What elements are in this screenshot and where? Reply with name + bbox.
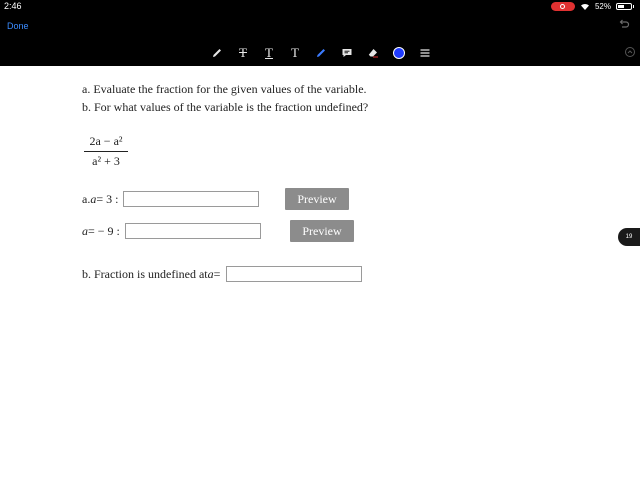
comment-icon[interactable] — [334, 44, 360, 62]
page-number-badge[interactable]: 19 — [618, 228, 640, 246]
fraction-numerator: 2a − a² — [89, 134, 123, 148]
undo-icon[interactable] — [618, 18, 630, 30]
answer-row-b-label: = — [213, 266, 221, 281]
fraction-bar — [84, 151, 128, 152]
screen-recording-icon — [551, 2, 575, 11]
preview-button-a2[interactable]: Preview — [290, 220, 354, 242]
answer-row-a1 — [82, 191, 259, 207]
answer-row-b — [82, 266, 362, 282]
strikethrough-t-icon[interactable]: T — [239, 45, 247, 60]
answer-row-b-var: a — [207, 266, 214, 281]
eraser-icon[interactable] — [360, 44, 386, 62]
done-button[interactable]: Done — [7, 21, 29, 31]
menu-icon[interactable] — [412, 44, 438, 62]
annotation-tools — [204, 44, 438, 62]
underline-t-icon[interactable]: T — [265, 45, 273, 60]
battery-percent: 52% — [594, 2, 611, 11]
pencil-icon[interactable] — [204, 44, 230, 62]
text-t-icon[interactable]: T — [291, 45, 299, 60]
question-part-b: b. For what values of the variable is the fraction undefined? — [82, 100, 369, 114]
wifi-icon — [580, 2, 590, 11]
answer-row-a1-label: = 3 : — [96, 191, 119, 206]
answer-row-a1-var: a — [90, 191, 97, 206]
fraction-denominator: a² + 3 — [92, 154, 120, 168]
fraction-expression — [84, 134, 128, 169]
answer-a2-input[interactable] — [125, 223, 261, 239]
answer-row-a2 — [82, 223, 261, 239]
status-time: 2:46 — [4, 1, 22, 11]
color-picker-icon[interactable] — [386, 44, 412, 62]
top-toolbar — [0, 0, 640, 66]
answer-row-a1-prefix: a. — [82, 191, 91, 206]
answer-a1-input[interactable] — [123, 191, 259, 207]
answer-b-input[interactable] — [226, 266, 362, 282]
battery-icon — [616, 3, 632, 10]
preview-button-a1[interactable]: Preview — [285, 188, 349, 210]
answer-row-a2-label: = − 9 : — [88, 223, 120, 238]
answer-row-b-prefix: b. Fraction is undefined at — [82, 266, 208, 281]
question-part-a: a. Evaluate the fraction for the given values of the variable. — [82, 82, 367, 96]
collapse-toolbar-icon[interactable] — [624, 46, 636, 58]
answer-row-a2-var: a — [82, 223, 88, 238]
status-indicators — [551, 1, 634, 12]
highlighter-icon[interactable] — [308, 44, 334, 62]
